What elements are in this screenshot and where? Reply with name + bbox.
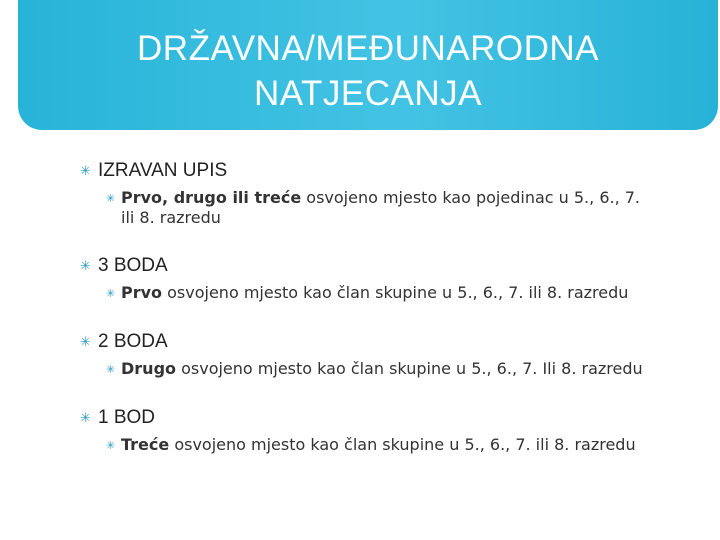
sub-bullet-item (106, 188, 666, 227)
asterisk-bullet-icon: ✳ (80, 334, 91, 349)
asterisk-bullet-icon: ✳ (106, 439, 116, 452)
sub-bullet-item (106, 359, 666, 379)
asterisk-bullet-icon: ✳ (106, 363, 116, 376)
slide-title-line1: DRŽAVNA/MEĐUNARODNA (137, 29, 599, 68)
bullet-heading: 1 BOD (98, 407, 156, 428)
bullet-item-izravan-upis (80, 160, 227, 182)
sub-bullet-text-continuation: ili 8. razredu (121, 208, 221, 227)
asterisk-bullet-icon: ✳ (80, 163, 91, 178)
sub-bullet-bold: Prvo (121, 283, 163, 302)
asterisk-bullet-icon: ✳ (106, 192, 116, 205)
sub-bullet-item (106, 435, 666, 455)
bullet-heading: 2 BODA (98, 331, 168, 352)
sub-bullet-bold: Prvo, drugo ili treće (121, 188, 302, 207)
bullet-heading: IZRAVAN UPIS (98, 160, 228, 181)
asterisk-bullet-icon: ✳ (80, 410, 91, 425)
sub-bullet-item (106, 283, 666, 303)
sub-bullet-text: osvojeno mjesto kao član skupine u 5., 6., 7. Ili 8. razredu (176, 359, 643, 378)
sub-bullet-bold: Drugo (121, 359, 177, 378)
sub-bullet-text: osvojeno mjesto kao pojedinac u 5., 6., 7. (301, 188, 641, 207)
sub-bullet-bold: Treće (121, 435, 170, 454)
asterisk-bullet-icon: ✳ (106, 287, 116, 300)
slide-title-line2: NATJECANJA (254, 74, 482, 113)
bullet-heading: 3 BODA (98, 255, 168, 276)
bullet-item-3-boda (80, 255, 168, 277)
sub-bullet-text: osvojeno mjesto kao član skupine u 5., 6., 7. ili 8. razredu (162, 283, 629, 302)
asterisk-bullet-icon: ✳ (80, 258, 91, 273)
sub-bullet-text: osvojeno mjesto kao član skupine u 5., 6., 7. ili 8. razredu (169, 435, 636, 454)
bullet-item-2-boda (80, 331, 168, 353)
bullet-item-1-bod (80, 407, 155, 429)
